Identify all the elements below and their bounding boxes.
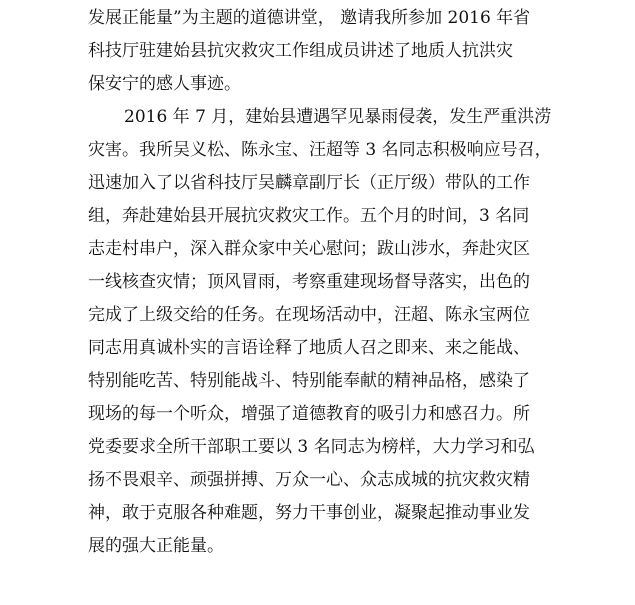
text-line: 扬不畏艰辛、顽强拼搏、万众一心、众志成城的抗灾救灾精 [88, 470, 530, 490]
text-line: 特别能吃苦、特别能战斗、特别能奉献的精神品格，感染了 [88, 371, 530, 391]
text-line: 科技厅驻建始县抗灾救灾工作组成员讲述了地质人抗洪灾 [88, 41, 513, 61]
text-line: 迅速加入了以省科技厅吴麟章副厅长（正厅级）带队的工作 [88, 173, 530, 193]
text-line: 保安宁的感人事迹。 [88, 74, 241, 94]
text-line: 发展正能量”为主题的道德讲堂， 邀请我所参加 2016 年省 [88, 8, 531, 28]
text-line: 完成了上级交给的任务。在现场活动中，汪超、陈永宝两位 [88, 305, 530, 325]
text-line: 志走村串户，深入群众家中关心慰问；跋山涉水，奔赴灾区 [88, 239, 530, 259]
text-line: 灾害。我所吴义松、陈永宝、汪超等 3 名同志积极响应号召， [88, 140, 552, 160]
text-line: 一线核查灾情；顶风冒雨，考察重建现场督导落实，出色的 [88, 272, 530, 292]
text-line: 党委要求全所干部职工要以 3 名同志为榜样，大力学习和弘 [88, 437, 535, 457]
text-line: 同志用真诚朴实的言语诠释了地质人召之即来、来之能战、 [88, 338, 530, 358]
text-line: 组，奔赴建始县开展抗灾救灾工作。五个月的时间，3 名同 [88, 206, 530, 226]
text-line: 现场的每一个听众，增强了道德教育的吸引力和感召力。所 [88, 404, 530, 424]
text-line: 神，敢于克服各种难题，努力干事创业，凝聚起推动事业发 [88, 503, 530, 523]
text-line: 展的强大正能量。 [88, 536, 224, 556]
text-line: 2016 年 7 月，建始县遭遇罕见暴雨侵袭，发生严重洪涝 [124, 107, 552, 127]
